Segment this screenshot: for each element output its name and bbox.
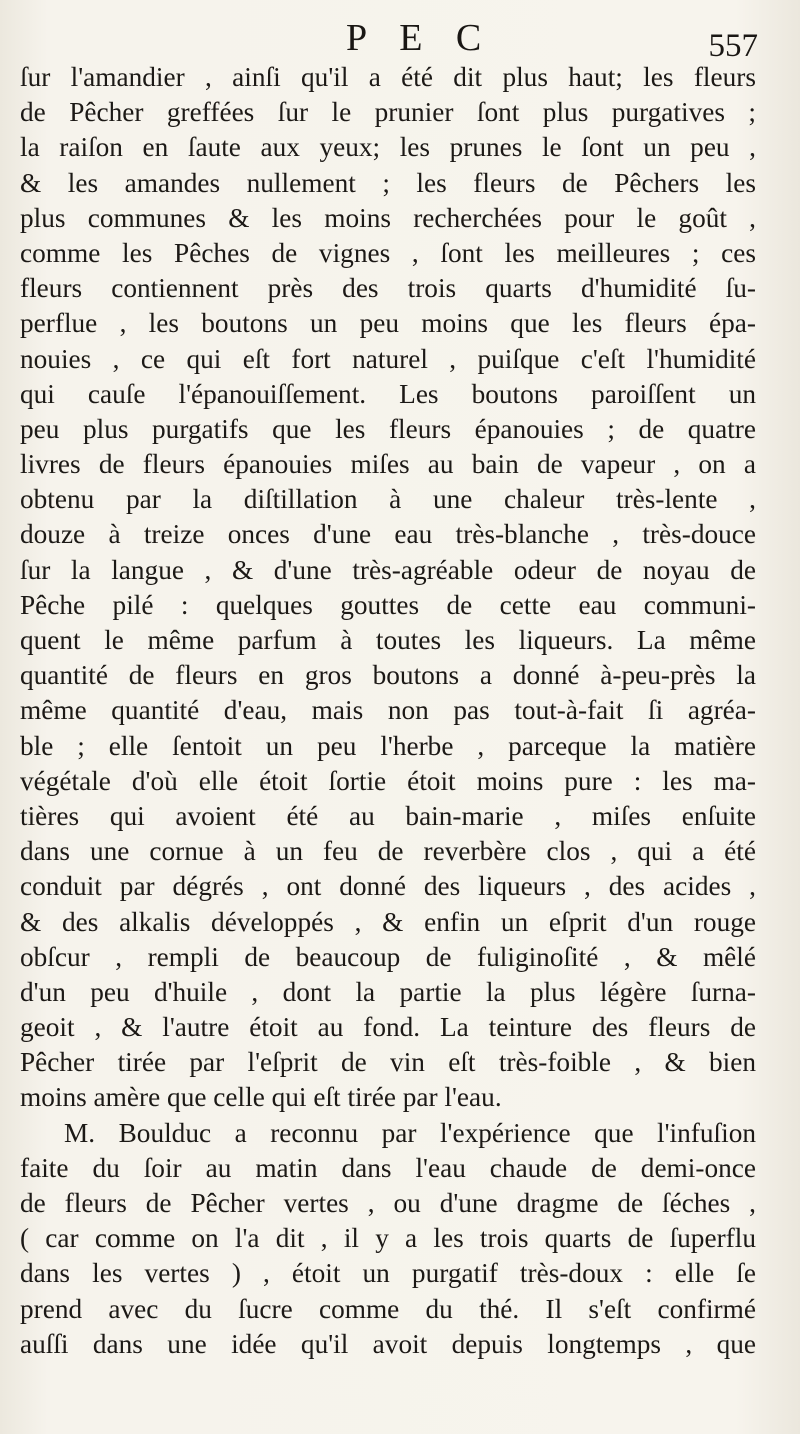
text-line: & les amandes nullement ; les fleurs de Pêchers les xyxy=(20,167,756,198)
page-number: 557 xyxy=(708,28,758,64)
paragraph xyxy=(20,60,756,1116)
text-line: dans les vertes ) , étoit un purgatif très-doux : elle ſe xyxy=(20,1258,756,1289)
text-line: ( car comme on l'a dit , il y a les trois quarts de ſuperflu xyxy=(20,1223,756,1254)
text-line: d'un peu d'huile , dont la partie la plus légère ſurna- xyxy=(20,976,756,1007)
text-line: dans une cornue à un feu de reverbère clos , qui a été xyxy=(20,836,756,867)
text-line: & des alkalis développés , & enfin un eſprit d'un rouge xyxy=(20,906,756,937)
text-line: auſſi dans une idée qu'il avoit depuis longtemps , que xyxy=(20,1328,756,1359)
text-line: la raiſon en ſaute aux yeux; les prunes le ſont un peu , xyxy=(20,132,756,163)
text-line: nouies , ce qui eſt fort naturel , puiſque c'eſt l'humidité xyxy=(20,343,756,374)
text-line: même quantité d'eau, mais non pas tout-à-fait ſi agréa- xyxy=(20,695,756,726)
page-body xyxy=(20,60,756,1362)
text-line: prend avec du ſucre comme du thé. Il s'eſt confirmé xyxy=(20,1293,756,1324)
text-line: de fleurs de Pêcher vertes , ou d'une dragme de ſéches , xyxy=(20,1188,756,1218)
paragraph xyxy=(20,1116,756,1362)
running-title: P E C xyxy=(346,17,494,59)
text-line: livres de fleurs épanouies miſes au bain de vapeur , on a xyxy=(20,449,756,480)
text-line: comme les Pêches de vignes , ſont les meilleures ; ces xyxy=(20,237,756,268)
text-line: ſur l'amandier , ainſi qu'il a été dit plus haut; les fleurs xyxy=(20,62,756,92)
text-line: quent le même parfum à toutes les liqueurs. La même xyxy=(20,625,756,655)
text-line: tières qui avoient été au bain-marie , miſes enſuite xyxy=(20,800,756,831)
text-line: de Pêcher greffées ſur le prunier ſont plus purgatives ; xyxy=(20,97,756,128)
text-line: Pêcher tirée par l'eſprit de vin eſt très-foible , & bien xyxy=(20,1047,756,1078)
text-line: perflue , les boutons un peu moins que les fleurs épa- xyxy=(20,308,756,339)
text-line: conduit par dégrés , ont donné des liqueurs , des acides , xyxy=(20,871,756,902)
text-line: douze à treize onces d'une eau très-blanche , très-douce xyxy=(20,519,756,550)
text-line: faite du ſoir au matin dans l'eau chaude de demi-once xyxy=(20,1152,756,1183)
text-line: végétale d'où elle étoit ſortie étoit moins pure : les ma- xyxy=(20,765,756,796)
text-line: plus communes & les moins recherchées pour le goût , xyxy=(20,202,756,233)
text-line: geoit , & l'autre étoit au fond. La teinture des fleurs de xyxy=(20,1012,756,1043)
text-line: quantité de fleurs en gros boutons a donné à-peu-près la xyxy=(20,660,756,691)
text-line: ſur la langue , & d'une très-agréable odeur de noyau de xyxy=(20,554,756,585)
text-line: fleurs contiennent près des trois quarts d'humidité ſu- xyxy=(20,273,756,304)
text-line: obſcur , rempli de beaucoup de fuliginoſité , & mêlé xyxy=(20,941,756,972)
text-line: ble ; elle ſentoit un peu l'herbe , parceque la matière xyxy=(20,730,756,761)
text-line: qui cauſe l'épanouiſſement. Les boutons paroiſſent un xyxy=(20,378,756,409)
running-head xyxy=(0,14,800,64)
text-line: M. Boulduc a reconnu par l'expérience que l'infuſion xyxy=(64,1117,756,1148)
text-line: peu plus purgatifs que les fleurs épanouies ; de quatre xyxy=(20,413,756,444)
text-line: moins amère que celle qui eſt tirée par l'eau. xyxy=(20,1082,502,1113)
text-line: Pêche pilé : quelques gouttes de cette eau communi- xyxy=(20,589,756,620)
text-line: obtenu par la diſtillation à une chaleur très-lente , xyxy=(20,484,756,515)
